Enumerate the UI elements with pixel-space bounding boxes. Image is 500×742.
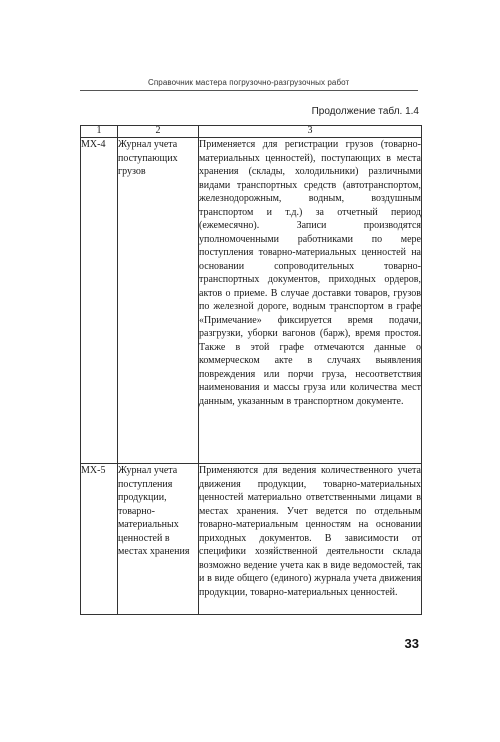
form-name: Журнал учета поступления продукции, товарно-материальных ценностей в местах хранения	[118, 464, 199, 615]
table-row	[81, 138, 422, 464]
form-description: Применяется для регистрации грузов (товарно-материальных ценностей), поступающих в места хранения (склады, холодильники) различными видами транспортных средств (автотранспортом, железнодорожным, водным, воздушным транспортом и т.д.) за отчетный период (ежемесячно). Записи производятся уполномоченными работниками по мере поступления товарно-материальных ценностей на основании сопроводительных товарно-транспортных документов, приходных ордеров, актов о приеме. В случае доставки товаров, грузов по железной дороге, водным транспортом в графе «Примечание» фиксируется время подачи, разгрузки, уборки вагонов (барж), время простоя. Также в этой графе отмечаются данные о коммерческом акте в случаях выявления повреждения или порчи груза, несоответствия наименования и массы груза или количества мест данным, указанным в транспортном документе.	[199, 138, 422, 464]
running-head: Справочник мастера погрузочно-разгрузочных работ	[148, 78, 350, 87]
table-continuation-label: Продолжение табл. 1.4	[311, 106, 419, 117]
page-number: 33	[404, 636, 419, 651]
table-header-row	[81, 126, 422, 138]
form-name: Журнал учета поступающих грузов	[118, 138, 199, 464]
column-header-3: 3	[199, 126, 422, 138]
forms-table	[80, 125, 422, 615]
table-row	[81, 464, 422, 615]
form-code: МХ-4	[81, 138, 118, 464]
form-code: МХ-5	[81, 464, 118, 615]
column-header-2: 2	[118, 126, 199, 138]
header-rule	[80, 90, 418, 91]
column-header-1: 1	[81, 126, 118, 138]
form-description: Применяются для ведения количественного учета движения продукции, товарно-материальных ценностей материально ответственными лицами в местах хранения. Учет ведется по отдельным товарно-материальным ценностям на основании приходных документов. В зависимости от специфики хозяйственной деятельности склада возможно ведение учета как в виде ведомостей, так и в виде общего (единого) журнала учета движения продукции, товарно-материальных ценностей.	[199, 464, 422, 615]
